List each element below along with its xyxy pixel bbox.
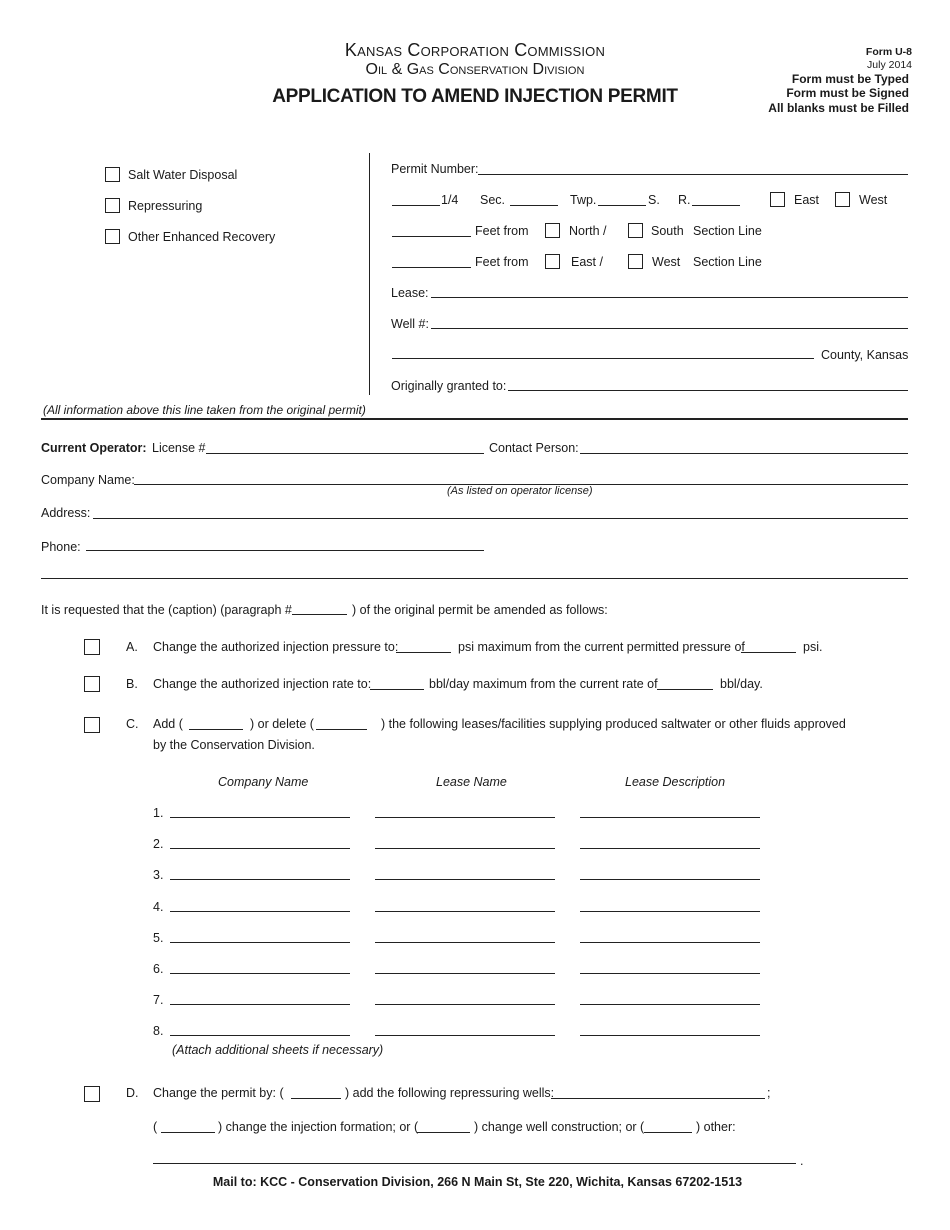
well-field[interactable]	[431, 328, 908, 329]
option-d-text1: Change the permit by: (	[153, 1086, 284, 1100]
north-checkbox[interactable]	[545, 223, 560, 238]
paragraph-number-field[interactable]	[292, 614, 347, 615]
lease-row-description-field[interactable]	[580, 879, 760, 880]
lease-row-number: 1.	[153, 806, 164, 820]
option-c-text2: by the Conservation Division.	[153, 738, 315, 752]
option-b-text2: bbl/day maximum from the current rate of	[429, 677, 658, 691]
division-name: Oil & Gas Conservation Division	[365, 61, 585, 78]
option-a-letter: A.	[126, 640, 138, 654]
lease-row-lease-name-field[interactable]	[375, 879, 555, 880]
lease-row-description-field[interactable]	[580, 817, 760, 818]
option-d-letter: D.	[126, 1086, 139, 1100]
attach-note: (Attach additional sheets if necessary)	[172, 1043, 384, 1057]
option-d-open-paren: (	[153, 1120, 158, 1134]
permit-number-label: Permit Number:	[391, 162, 479, 176]
lease-field[interactable]	[431, 297, 908, 298]
lease-row-number: 6.	[153, 962, 164, 976]
phone-field[interactable]	[86, 550, 484, 551]
other-enhanced-recovery-checkbox[interactable]	[105, 229, 120, 244]
option-d-period: .	[800, 1154, 804, 1168]
county-field[interactable]	[392, 358, 814, 359]
option-d-text4: ) change well construction; or (	[474, 1120, 645, 1134]
r-label: R.	[678, 193, 691, 207]
lease-row-lease-name-field[interactable]	[375, 848, 555, 849]
lease-row-number: 8.	[153, 1024, 164, 1038]
address-field[interactable]	[93, 518, 908, 519]
current-operator-label: Current Operator:	[41, 441, 147, 455]
original-permit-divider	[41, 418, 908, 420]
contact-person-field[interactable]	[580, 453, 908, 454]
lease-row-number: 3.	[153, 868, 164, 882]
option-a-checkbox[interactable]	[84, 639, 100, 655]
feet-from-ns-label: Feet from	[475, 224, 529, 238]
delete-lease-field[interactable]	[316, 729, 367, 730]
current-pressure-field[interactable]	[741, 652, 796, 653]
option-c-delete-label: ) or delete (	[250, 717, 314, 731]
lease-row-description-field[interactable]	[580, 973, 760, 974]
lease-row-lease-name-field[interactable]	[375, 973, 555, 974]
feet-from-ew-label: Feet from	[475, 255, 529, 269]
range-field[interactable]	[692, 205, 740, 206]
phone-label: Phone:	[41, 540, 81, 554]
option-d-semicolon: ;	[767, 1086, 771, 1100]
option-b-text1: Change the authorized injection rate to:	[153, 677, 372, 691]
west-line-checkbox[interactable]	[628, 254, 643, 269]
section-divider	[41, 578, 908, 579]
option-c-checkbox[interactable]	[84, 717, 100, 733]
lease-row-company-field[interactable]	[170, 879, 350, 880]
notice-typed: Form must be Typed	[791, 72, 909, 86]
add-wells-choice-field[interactable]	[291, 1098, 341, 1099]
request-intro-b: ) of the original permit be amended as follows:	[352, 603, 608, 617]
lease-row-description-field[interactable]	[580, 1004, 760, 1005]
west-line-label: West	[652, 255, 681, 269]
lease-row-company-field[interactable]	[170, 1004, 350, 1005]
originally-granted-field[interactable]	[508, 390, 908, 391]
form-date: July 2014	[867, 59, 912, 71]
option-c-text: ) the following leases/facilities supplying produced saltwater or other fluids approved	[381, 717, 846, 731]
section-line-ew-label: Section Line	[693, 255, 762, 269]
east-checkbox[interactable]	[770, 192, 785, 207]
lease-row-description-field[interactable]	[580, 942, 760, 943]
injection-formation-choice-field[interactable]	[161, 1132, 215, 1133]
east-line-label: East /	[571, 255, 603, 269]
column-company-name: Company Name	[218, 775, 309, 789]
sec-field[interactable]	[510, 205, 558, 206]
lease-row-description-field[interactable]	[580, 1035, 760, 1036]
original-permit-note: (All information above this line taken from the original permit)	[43, 403, 366, 417]
request-intro-a: It is requested that the (caption) (paragraph #	[41, 603, 292, 617]
permit-number-field[interactable]	[478, 174, 908, 175]
s-label: S.	[648, 193, 660, 207]
option-b-checkbox[interactable]	[84, 676, 100, 692]
well-label: Well #:	[391, 317, 429, 331]
lease-row-description-field[interactable]	[580, 911, 760, 912]
add-lease-field[interactable]	[189, 729, 243, 730]
lease-row-company-field[interactable]	[170, 817, 350, 818]
repressuring-wells-field[interactable]	[551, 1098, 765, 1099]
lease-row-company-field[interactable]	[170, 911, 350, 912]
sec-label: Sec.	[480, 193, 506, 207]
option-d-text2: ) add the following repressuring wells:	[345, 1086, 555, 1100]
lease-row-lease-name-field[interactable]	[375, 1004, 555, 1005]
company-name-label: Company Name:	[41, 473, 135, 487]
injection-rate-field[interactable]	[370, 689, 424, 690]
license-field[interactable]	[206, 453, 484, 454]
feet-from-ns-field[interactable]	[392, 236, 471, 237]
option-b-letter: B.	[126, 677, 138, 691]
lease-row-description-field[interactable]	[580, 848, 760, 849]
lease-row-lease-name-field[interactable]	[375, 817, 555, 818]
form-id: Form U-8	[865, 46, 912, 58]
east-line-checkbox[interactable]	[545, 254, 560, 269]
quarter-field[interactable]	[392, 205, 440, 206]
south-label: South	[651, 224, 684, 238]
east-label: East	[794, 193, 820, 207]
lease-row-company-field[interactable]	[170, 973, 350, 974]
lease-row-lease-name-field[interactable]	[375, 942, 555, 943]
lease-row-lease-name-field[interactable]	[375, 911, 555, 912]
lease-label: Lease:	[391, 286, 429, 300]
notice-filled: All blanks must be Filled	[768, 101, 909, 115]
option-d-text5: ) other:	[696, 1120, 736, 1134]
twp-field[interactable]	[598, 205, 646, 206]
column-lease-description: Lease Description	[625, 775, 726, 789]
option-d-text3: ) change the injection formation; or (	[218, 1120, 419, 1134]
mail-to-address: Mail to: KCC - Conservation Division, 266 N Main St, Ste 220, Wichita, Kansas 67202-1513	[212, 1175, 743, 1189]
other-choice-field[interactable]	[644, 1132, 692, 1133]
lease-row-number: 2.	[153, 837, 164, 851]
salt-water-disposal-checkbox[interactable]	[105, 167, 120, 182]
lease-row-number: 4.	[153, 900, 164, 914]
company-name-note: (As listed on operator license)	[447, 485, 593, 497]
form-title: APPLICATION TO AMEND INJECTION PERMIT	[272, 86, 678, 107]
address-label: Address:	[41, 506, 91, 520]
option-a-text2: psi maximum from the current permitted pressure of	[458, 640, 745, 654]
lease-row-number: 5.	[153, 931, 164, 945]
south-checkbox[interactable]	[628, 223, 643, 238]
other-enhanced-recovery-label: Other Enhanced Recovery	[128, 230, 276, 244]
current-rate-field[interactable]	[657, 689, 713, 690]
option-c-letter: C.	[126, 717, 139, 731]
column-lease-name: Lease Name	[436, 775, 507, 789]
west-label: West	[859, 193, 888, 207]
option-b-text3: bbl/day.	[720, 677, 763, 691]
repressuring-checkbox[interactable]	[105, 198, 120, 213]
lease-row-company-field[interactable]	[170, 942, 350, 943]
lease-row-company-field[interactable]	[170, 1035, 350, 1036]
option-a-text3: psi.	[803, 640, 823, 654]
repressuring-label: Repressuring	[128, 199, 203, 213]
north-label: North /	[569, 224, 607, 238]
quarter-label: 1/4	[441, 193, 459, 207]
section-line-ns-label: Section Line	[693, 224, 762, 238]
other-description-field[interactable]	[153, 1163, 796, 1164]
county-label: County, Kansas	[821, 348, 909, 362]
license-label: License #	[152, 441, 206, 455]
notice-signed: Form must be Signed	[786, 86, 909, 100]
vertical-divider	[369, 153, 370, 395]
option-d-checkbox[interactable]	[84, 1086, 100, 1102]
twp-label: Twp.	[570, 193, 597, 207]
feet-from-ew-field[interactable]	[392, 267, 471, 268]
option-a-text1: Change the authorized injection pressure to:	[153, 640, 399, 654]
lease-row-lease-name-field[interactable]	[375, 1035, 555, 1036]
well-construction-choice-field[interactable]	[417, 1132, 470, 1133]
lease-row-number: 7.	[153, 993, 164, 1007]
agency-name: Kansas Corporation Commission	[344, 40, 606, 60]
originally-granted-label: Originally granted to:	[391, 379, 507, 393]
west-checkbox[interactable]	[835, 192, 850, 207]
injection-pressure-field[interactable]	[396, 652, 451, 653]
option-c-add-label: Add (	[153, 717, 183, 731]
salt-water-disposal-label: Salt Water Disposal	[128, 168, 238, 182]
lease-row-company-field[interactable]	[170, 848, 350, 849]
contact-person-label: Contact Person:	[489, 441, 579, 455]
